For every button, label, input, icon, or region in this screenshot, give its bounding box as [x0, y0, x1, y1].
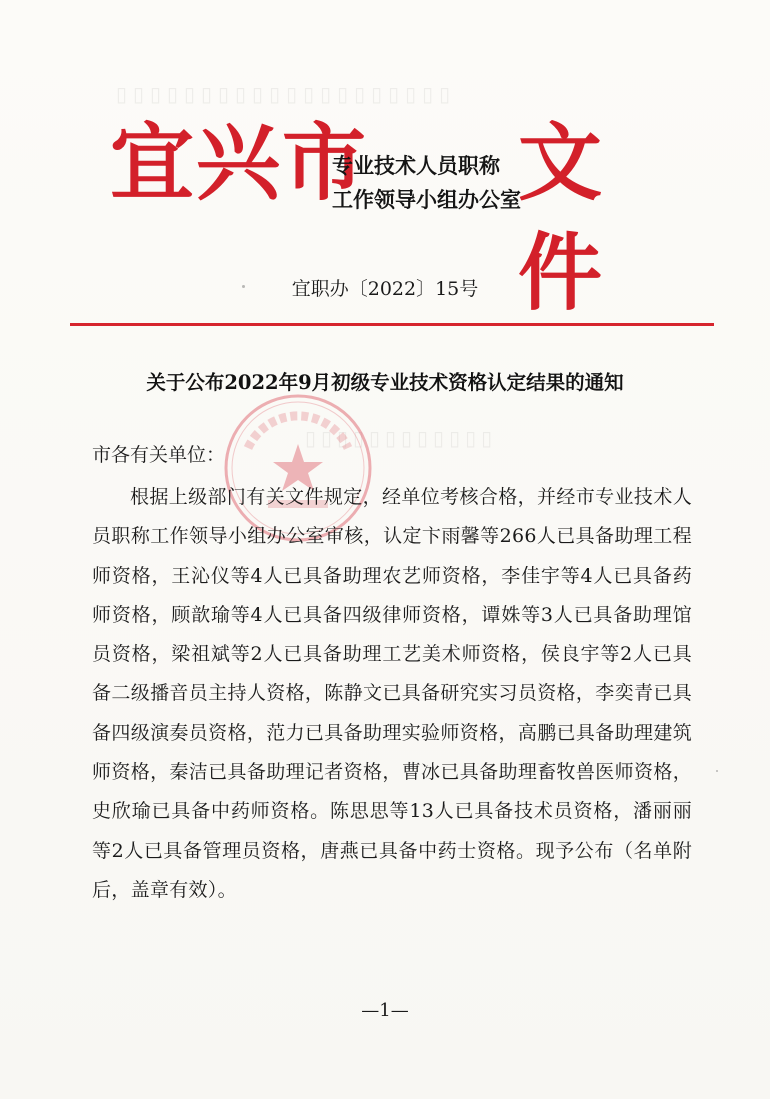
salutation: 市各有关单位： — [92, 444, 226, 466]
reverse-show-through: ▯▯▯▯▯▯▯▯▯▯▯▯ — [300, 426, 493, 450]
issuer-office-line1: 专业技术人员职称 — [332, 153, 500, 178]
issuer-office-line2: 工作领导小组办公室 — [332, 187, 521, 212]
scan-speck — [242, 285, 245, 288]
issuer-city-name: 宜兴市 — [110, 113, 369, 212]
document-title: 关于公布2022年9月初级专业技术资格认定结果的通知 — [146, 371, 624, 394]
red-divider-rule — [70, 323, 714, 326]
reverse-show-through: ▯▯▯▯▯▯▯▯▯▯▯▯▯▯▯▯▯▯▯▯ — [110, 82, 451, 106]
page-number: —1— — [361, 1000, 409, 1021]
document-word: 文件 — [518, 113, 605, 322]
document-number: 宜职办〔2022〕15号 — [291, 278, 479, 300]
scan-speck — [716, 770, 718, 772]
body-paragraph: 根据上级部门有关文件规定，经单位考核合格，并经市专业技术人员职称工作领导小组办公室审核，认定卞雨馨等266人已具备助理工程师资格，王沁仪等4人已具备助理农艺师资格，李佳宇等4人已具备药师资格，顾歆瑜等4人已具备四级律师资格，谭姝等3人已具备助理馆员资格，梁祖斌等2人已具备助理工艺美术师资格，侯良宇等2人已具备二级播音员主持人资格，陈静文已具备研究实习员资格，李奕青已具备四级演奏员资格，范力已具备助理实验师资格，高鹏已具备助理建筑师资格，秦洁已具备助理记者资格，曹冰已具备助理畜牧兽医师资格，史欣瑜已具备中药师资格。陈思思等13人已具备技术员资格，潘丽丽等2人已具备管理员资格，唐燕已具备中药士资格。现予公布（名单附后，盖章有效）。 — [92, 486, 692, 901]
